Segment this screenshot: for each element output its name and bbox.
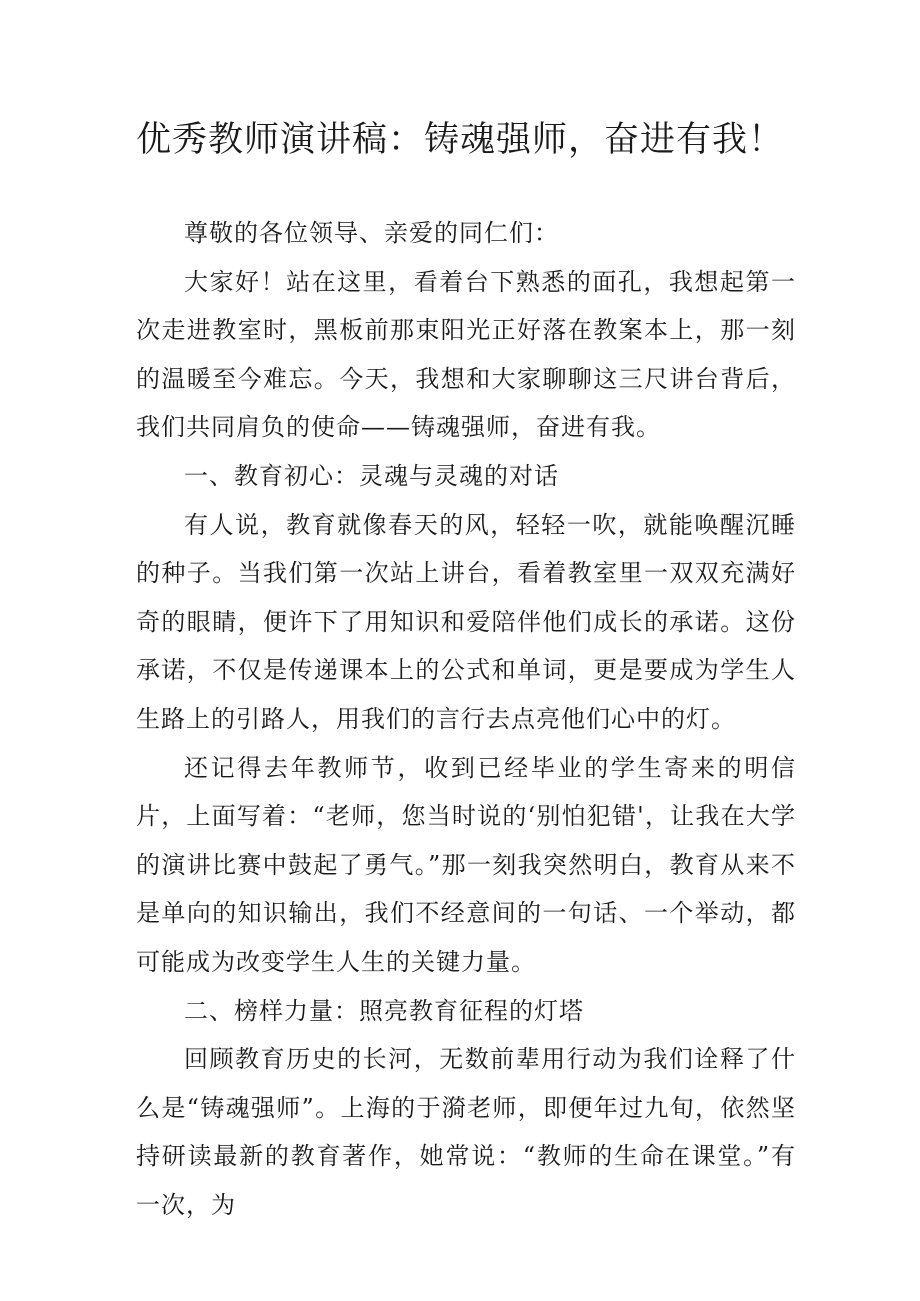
paragraph-teachers-day: 还记得去年教师节，收到已经毕业的学生寄来的明信片，上面写着：“老师，您当时说的‘别怕犯错'，让我在大学的演讲比赛中鼓起了勇气。”那一刻我突然明白，教育从来不是单向的知识输出，我们不经意间的一句话、一个举动，都可能成为改变学生人生的关键力量。 <box>136 753 796 976</box>
section-heading-2: 二、榜样力量：照亮教育征程的灯塔 <box>184 996 584 1025</box>
document-title: 优秀教师演讲稿：铸魂强师，奋进有我！ <box>135 120 784 160</box>
paragraph-opening: 大家好！站在这里，看着台下熟悉的面孔，我想起第一次走进教室时，黑板前那束阳光正好落在教案本上，那一刻的温暖至今难忘。今天，我想和大家聊聊这三尺讲台背后，我们共同肩负的使命——铸魂强师，奋进有我。 <box>136 267 796 442</box>
paragraph-role-models: 回顾教育历史的长河，无数前辈用行动为我们诠释了什么是“铸魂强师”。上海的于漪老师，即便年过九旬，依然坚持研读最新的教育著作，她常说：“教师的生命在课堂。”有一次，为 <box>136 1045 796 1219</box>
section-heading-1: 一、教育初心：灵魂与灵魂的对话 <box>184 461 559 490</box>
document-body <box>136 209 796 1229</box>
salutation: 尊敬的各位领导、亲爱的同仁们： <box>184 219 559 247</box>
paragraph-initial-aspiration: 有人说，教育就像春天的风，轻轻一吹，就能唤醒沉睡的种子。当我们第一次站上讲台，看着教室里一双双充满好奇的眼睛，便许下了用知识和爱陪伴他们成长的承诺。这份承诺，不仅是传递课本上的公式和单词，更是要成为学生人生路上的引路人，用我们的言行去点亮他们心中的灯。 <box>136 510 796 733</box>
